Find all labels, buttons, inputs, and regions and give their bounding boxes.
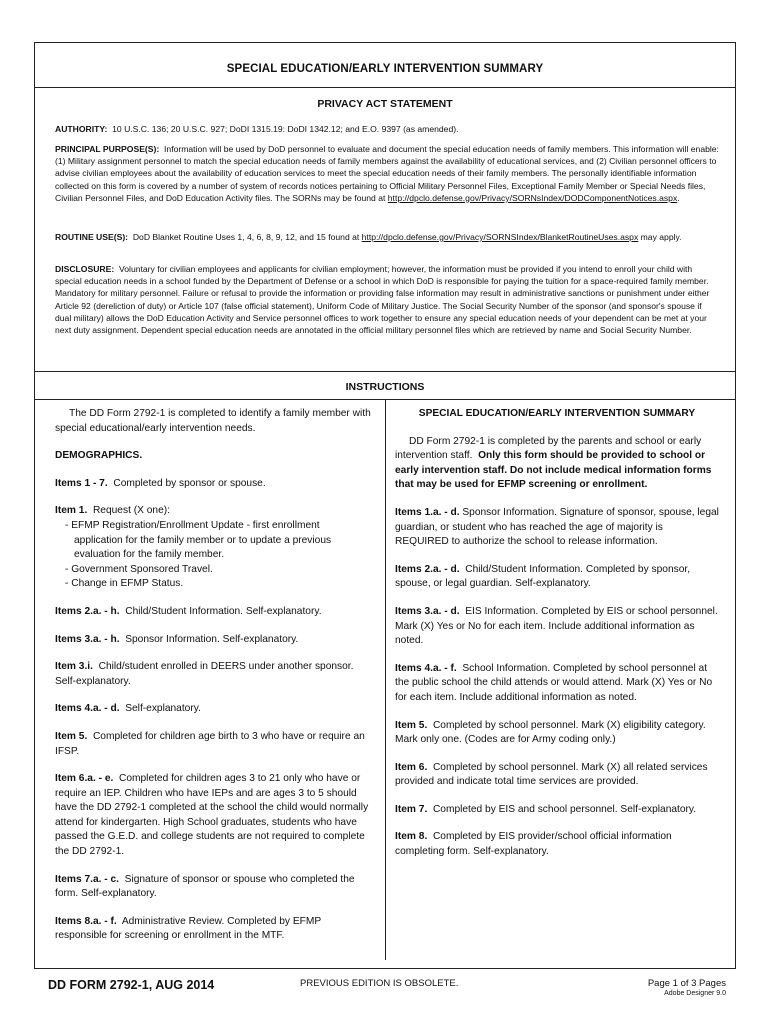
routine-text: DoD Blanket Routine Uses 1, 4, 6, 8, 9, 12, and 15 found at <box>132 232 360 242</box>
items-1-7-text: Completed by sponsor or spouse. <box>113 477 266 489</box>
r-item-5 <box>395 719 719 748</box>
r-item-8-label: Item 8. <box>395 831 428 843</box>
sorn-link[interactable]: http://dpclo.defense.gov/Privacy/SORNsIndex/DODComponentNotices.aspx <box>387 192 678 203</box>
r-items-4-label: Items 4.a. - f. <box>395 662 457 674</box>
items-4-label: Items 4.a. - d. <box>55 703 120 715</box>
r-items-2-text: Child/Student Information. Completed by sponsor, spouse, or legal guardian. Self-explanatory. <box>395 563 691 590</box>
right-intro <box>395 435 719 493</box>
item-3i-text: Child/student enrolled in DEERS under another sponsor. Self-explanatory. <box>55 661 354 687</box>
disclosure-label: DISCLOSURE: <box>55 264 115 274</box>
r-item-6-label: Item 6. <box>395 761 428 773</box>
instructions-heading: INSTRUCTIONS <box>345 381 425 393</box>
request-options <box>55 519 371 592</box>
r-items-4-text: School Information. Completed by school personnel at the public school the child attends or would attend. Mark (X) Yes or No for each item. Include additional information as noted. <box>395 662 713 703</box>
item-3i <box>55 660 371 689</box>
authority-paragraph <box>55 123 719 135</box>
divider <box>35 87 735 88</box>
items-1-7 <box>55 477 371 492</box>
r-items-3-text: EIS Information. Completed by EIS or school personnel. Mark (X) Yes or No for each item. Include additional information as noted. <box>395 605 718 647</box>
items-3-label: Items 3.a. - h. <box>55 633 120 645</box>
item-5-text: Completed for children age birth to 3 who have or require an IFSP. <box>55 730 365 757</box>
items-3-text: Sponsor Information. Self-explanatory. <box>125 633 299 645</box>
routine-end: may apply. <box>640 232 682 242</box>
item-1 <box>55 504 371 519</box>
items-1-7-label: Items 1 - 7. <box>55 477 108 489</box>
r-item-7-text: Completed by EIS and school personnel. Self-explanatory. <box>432 803 697 815</box>
item-6-label: Item 6.a. - e. <box>55 773 114 785</box>
request-option: - Change in EFMP Status. <box>55 577 371 592</box>
r-items-1-text: Sponsor Information. Signature of sponsor, spouse, legal guardian, or student who has reached the age of majority is REQUIRED to authorize the school to release information. <box>395 506 719 548</box>
item-3i-label: Item 3.i. <box>55 661 93 673</box>
privacy-heading: PRIVACY ACT STATEMENT <box>317 98 453 110</box>
items-8-label: Items 8.a. - f. <box>55 915 117 927</box>
items-7 <box>55 873 371 902</box>
purpose-text: Information will be used by DoD personnel to evaluate and document the special education needs of family members. This information will enable: (1) Military assignment personnel to match the special education needs of family members against the availability of educational services, and (2) Civilian personnel officers to advise civilian employees about the availability of education services to meet the special education needs of their family members. The personally identifiable information collected on this form is covered by a number of system of records notices pertaining to Official Military Personnel Files, Exceptional Family Member or Special Needs files, Civilian Personnel Files, and DoD Education Activity files. The SORNs may be found at <box>55 144 719 203</box>
disclosure-paragraph <box>55 263 719 336</box>
item-1-text: Request (X one): <box>92 505 170 517</box>
right-intro-text: DD Form 2792-1 is completed by the parents and school or early intervention staff. <box>395 435 702 462</box>
purpose-paragraph <box>55 143 719 204</box>
form-title: SPECIAL EDUCATION/EARLY INTERVENTION SUMMARY <box>226 63 544 75</box>
r-items-2 <box>395 563 719 592</box>
items-8 <box>55 915 371 944</box>
right-intro-bold: Only this form should be provided to school or early intervention staff. Do not include medical information forms that may be used for EFMP screening or enrollment. <box>395 450 712 491</box>
item-5-label: Item 5. <box>55 730 88 742</box>
item-5 <box>55 730 371 759</box>
r-item-7 <box>395 803 719 818</box>
authority-label: AUTHORITY: <box>55 124 108 134</box>
routine-paragraph <box>55 231 719 243</box>
r-items-2-label: Items 2.a. - d. <box>395 563 460 575</box>
left-intro: The DD Form 2792-1 is completed to identify a family member with special educational/early intervention needs. <box>55 408 371 434</box>
items-2-text: Child/Student Information. Self-explanatory. <box>125 605 322 617</box>
divider <box>35 371 735 372</box>
disclosure-text: Voluntary for civilian employees and applicants for civilian employment; however, the information must be provided if you intend to enroll your child with special education needs in a school funded by the Department of Defense or a school in which DoD is responsible for paying the tuition for a space-required family member. Mandatory for military personnel. Failure or refusal to provide the information or providing false information may result in administrative sanctions or punishment under either Article 92 (dereliction of duty) or Article 107 (false official statement), Uniform Code of Military Justice. The Social Security Number of the sponsor (and sponsor's spouse if dual military) allows the DoD Education Activity and Service personnel offices to work together to ensure any special education needs of your dependent can be met at your next duty assignment. Dependent special education needs are annotated in the official military personnel files which are retrieved by name and Social Security Number. <box>55 264 710 336</box>
authority-text: 10 U.S.C. 136; 20 U.S.C. 927; DoDI 1315.19: DoDI 1342.12; and E.O. 9397 (as amended). <box>112 124 459 134</box>
form-id: DD FORM 2792-1, AUG 2014 <box>48 978 215 992</box>
demographics-heading: DEMOGRAPHICS. <box>55 450 143 462</box>
form-frame <box>34 42 736 969</box>
r-items-1-label: Items 1.a. - d. <box>395 506 460 518</box>
r-items-3 <box>395 605 719 649</box>
item-1-label: Item 1. <box>55 505 88 517</box>
r-items-4 <box>395 662 719 706</box>
items-3 <box>55 633 371 648</box>
item-6-text: Completed for children ages 3 to 21 only who have or require an IEP. Children who have IEPs and are ages 3 to 5 should have the DD 2792-1 completed at the school the child would normally attend for kindergarten. High School graduates, students who have passed the G.E.D. and college students are not required to complete the DD 2792-1. <box>55 773 369 858</box>
r-items-3-label: Items 3.a. - d. <box>395 605 460 617</box>
items-7-label: Items 7.a. - c. <box>55 873 119 885</box>
software-note: Adobe Designer 9.0 <box>664 990 726 997</box>
items-4-text: Self-explanatory. <box>125 703 201 715</box>
items-2 <box>55 605 371 620</box>
purpose-end: . <box>677 192 680 203</box>
items-7-text: Signature of sponsor or spouse who completed the form. Self-explanatory. <box>55 873 355 900</box>
routine-link[interactable]: http://dpclo.defense.gov/Privacy/SORNSIndex/BlanketRoutineUses.aspx <box>361 232 639 242</box>
r-item-8 <box>395 830 719 859</box>
edition-note: PREVIOUS EDITION IS OBSOLETE. <box>300 978 459 989</box>
r-items-1 <box>395 506 719 550</box>
instructions-right-column <box>395 407 719 873</box>
column-divider <box>385 399 386 960</box>
item-6 <box>55 772 371 860</box>
request-option: - Government Sponsored Travel. <box>55 563 371 578</box>
right-heading: SPECIAL EDUCATION/EARLY INTERVENTION SUMMARY <box>418 408 696 419</box>
items-4 <box>55 702 371 717</box>
items-8-text: Administrative Review. Completed by EFMP responsible for screening or enrollment in the MTF. <box>55 915 321 942</box>
request-option: - EFMP Registration/Enrollment Update - first enrollment application for the family member or to update a previous evaluation for the family member. <box>55 519 371 563</box>
r-item-8-text: Completed by EIS provider/school official information completing form. Self-explanatory. <box>395 831 672 858</box>
r-item-6 <box>395 761 719 790</box>
page-number: Page 1 of 3 Pages <box>647 978 726 989</box>
items-2-label: Items 2.a. - h. <box>55 605 120 617</box>
purpose-label: PRINCIPAL PURPOSE(S): <box>55 144 160 154</box>
r-item-5-text: Completed by school personnel. Mark (X) eligibility category. Mark only one. (Codes are for Army coding only.) <box>395 719 706 746</box>
r-item-6-text: Completed by school personnel. Mark (X) all related services provided and indicate total time services are provided. <box>395 761 708 788</box>
page-footer <box>34 974 736 1014</box>
r-item-7-label: Item 7. <box>395 803 428 815</box>
routine-label: ROUTINE USE(S): <box>55 232 129 242</box>
instructions-left-column <box>55 407 371 957</box>
r-item-5-label: Item 5. <box>395 719 428 731</box>
